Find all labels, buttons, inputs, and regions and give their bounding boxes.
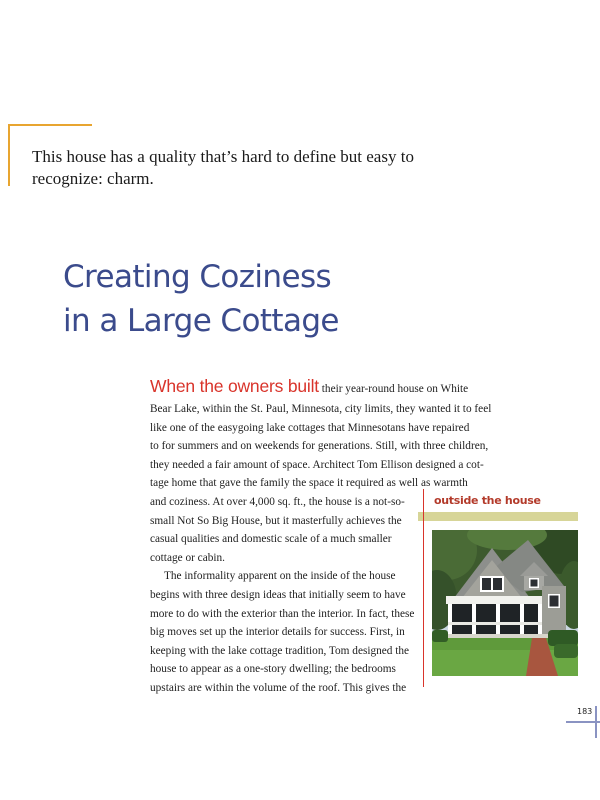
body-line: keeping with the lake cottage tradition, Tom designed the (150, 644, 410, 657)
chapter-title-line-2: in a Large Cottage (63, 303, 339, 339)
chapter-title-line-1: Creating Coziness (63, 259, 332, 295)
body-line: begins with three design ideas that initially seem to have (150, 588, 406, 601)
body-line: cottage or cabin. (150, 551, 225, 564)
body-line: big moves set up the interior details for success. First, in (150, 626, 405, 639)
page-number-rule-vertical (595, 706, 597, 738)
body-line (150, 375, 550, 400)
body-line: and coziness. At over 4,000 sq. ft., the house is a not-so- (150, 495, 405, 508)
pull-quote-rule-vertical (8, 124, 10, 186)
sidebar-heading-band (418, 512, 578, 521)
body-line: they needed a fair amount of space. Architect Tom Ellison designed a cot- (150, 458, 484, 471)
body-line: small Not So Big House, but it masterfully achieves the (150, 514, 402, 527)
page-number: 183 (577, 707, 593, 716)
sidebar-heading: outside the house (434, 494, 541, 507)
body-line: casual qualities and domestic scale of a much smaller (150, 533, 392, 546)
body-line: tage home that gave the family the space it required as well as warmth (150, 477, 468, 490)
body-line: house to appear as a one-story dwelling; the bedrooms (150, 663, 396, 676)
sidebar-rule (423, 489, 424, 687)
lead-in: When the owners built (150, 376, 319, 396)
body-line: more to do with the exterior than the interior. In fact, these (150, 607, 415, 620)
pull-quote-rule-horizontal (8, 124, 92, 126)
body-line: like one of the easygoing lake cottages that Minnesotans have repaired (150, 421, 470, 434)
house-photo (432, 530, 578, 676)
chapter-title (63, 255, 339, 343)
body-line: Bear Lake, within the St. Paul, Minnesota, city limits, they wanted it to feel (150, 403, 492, 415)
body-line: to for summers and on weekends for generations. Still, with three children, (150, 440, 489, 453)
body-line-text: their year-round house on White (321, 383, 469, 395)
body-line: upstairs are within the volume of the roof. This gives the (150, 681, 407, 694)
body-line: The informality apparent on the inside of the house (164, 570, 396, 583)
pull-quote: This house has a quality that’s hard to define but easy to recognize: charm. (32, 147, 414, 188)
